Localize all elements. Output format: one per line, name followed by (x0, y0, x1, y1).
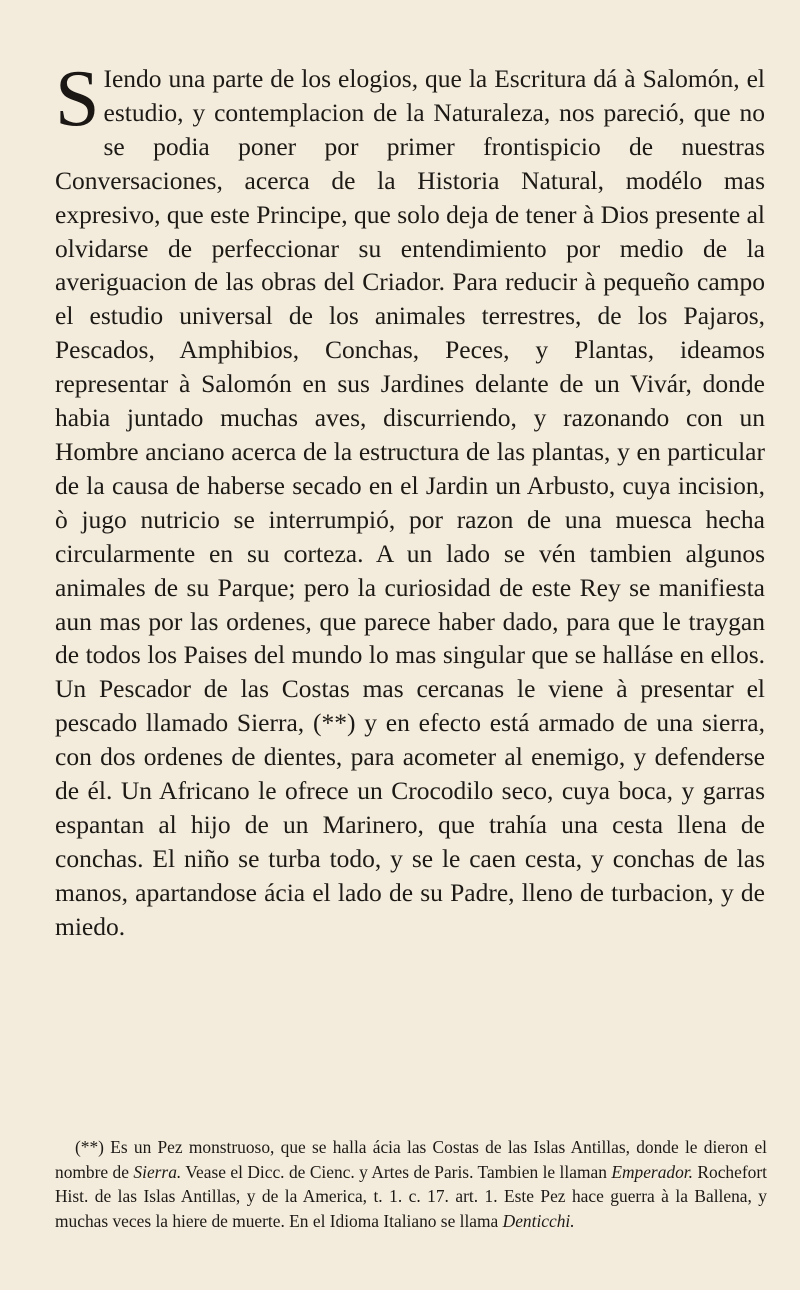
footnote-text-2: Vease el Dicc. de Cienc. y Artes de Paris. Tambien le llaman (185, 1161, 607, 1182)
footnote (55, 1135, 767, 1233)
footnote-italic-2: Emperador. (611, 1161, 693, 1182)
footnote-italic-3: Denticchi. (502, 1210, 575, 1231)
footnote-italic-1: Sierra. (133, 1161, 182, 1182)
page-body (55, 55, 765, 944)
drop-cap-letter: S (55, 55, 100, 143)
footnote-marker: (**) (75, 1137, 104, 1157)
paragraph-text: Iendo una parte de los elogios, que la Escritura dá à Salomón, el estudio, y contemplacion de la Naturaleza, nos pareció, que no se podia poner por primer frontispicio de nuestras Conversaciones, acerca de la Historia Natural, modélo mas expresivo, que este Principe, que solo deja de tener à Dios presente al olvidarse de perfeccionar su entendimiento por medio de la averiguacion de las obras del Criador. Para reducir à pequeño campo el estudio universal de los animales terrestres, de los Pajaros, Pescados, Amphibios, Conchas, Peces, y Plantas, ideamos representar à Salomón en sus Jardines delante de un Vivár, donde habia juntado muchas aves, discurriendo, y razonando con un Hombre anciano acerca de la estructura de las plantas, y en particular de la causa de haberse secado en el Jardin un Arbusto, cuya incision, ò jugo nutricio se interrumpió, por razon de una muesca hecha circularmente en su corteza. A un lado se vén tambien algunos animales de su Parque; pero la curiosidad de este Rey se manifiesta aun mas por las ordenes, que parece haber dado, para que le traygan de todos los Paises del mundo lo mas singular que se halláse en ellos. Un Pescador de las Costas mas cercanas le viene à presentar el pescado llamado Sierra, (**) y en efecto está armado de una sierra, con dos ordenes de dientes, para acometer al enemigo, y defenderse de él. Un Africano le ofrece un Crocodilo seco, cuya boca, y garras espantan al hijo de un Marinero, que trahía una cesta llena de conchas. El niño se turba todo, y se le caen cesta, y conchas de las manos, apartandose ácia el lado de su Padre, lleno de turbacion, y de miedo. (55, 64, 765, 941)
footnote-text-1: Es un Pez monstruoso, que se halla ácia las Costas de las Islas Antillas, donde le dieron el nombre de (55, 1137, 767, 1182)
main-paragraph (55, 55, 765, 944)
footnote-text-3: Rochefort Hist. de las Islas Antillas, y de la America, t. 1. c. 17. art. 1. Este Pez hace guerra à la Ballena, y muchas veces la hiere de muerte. En el Idioma Italiano se llama (55, 1161, 767, 1231)
